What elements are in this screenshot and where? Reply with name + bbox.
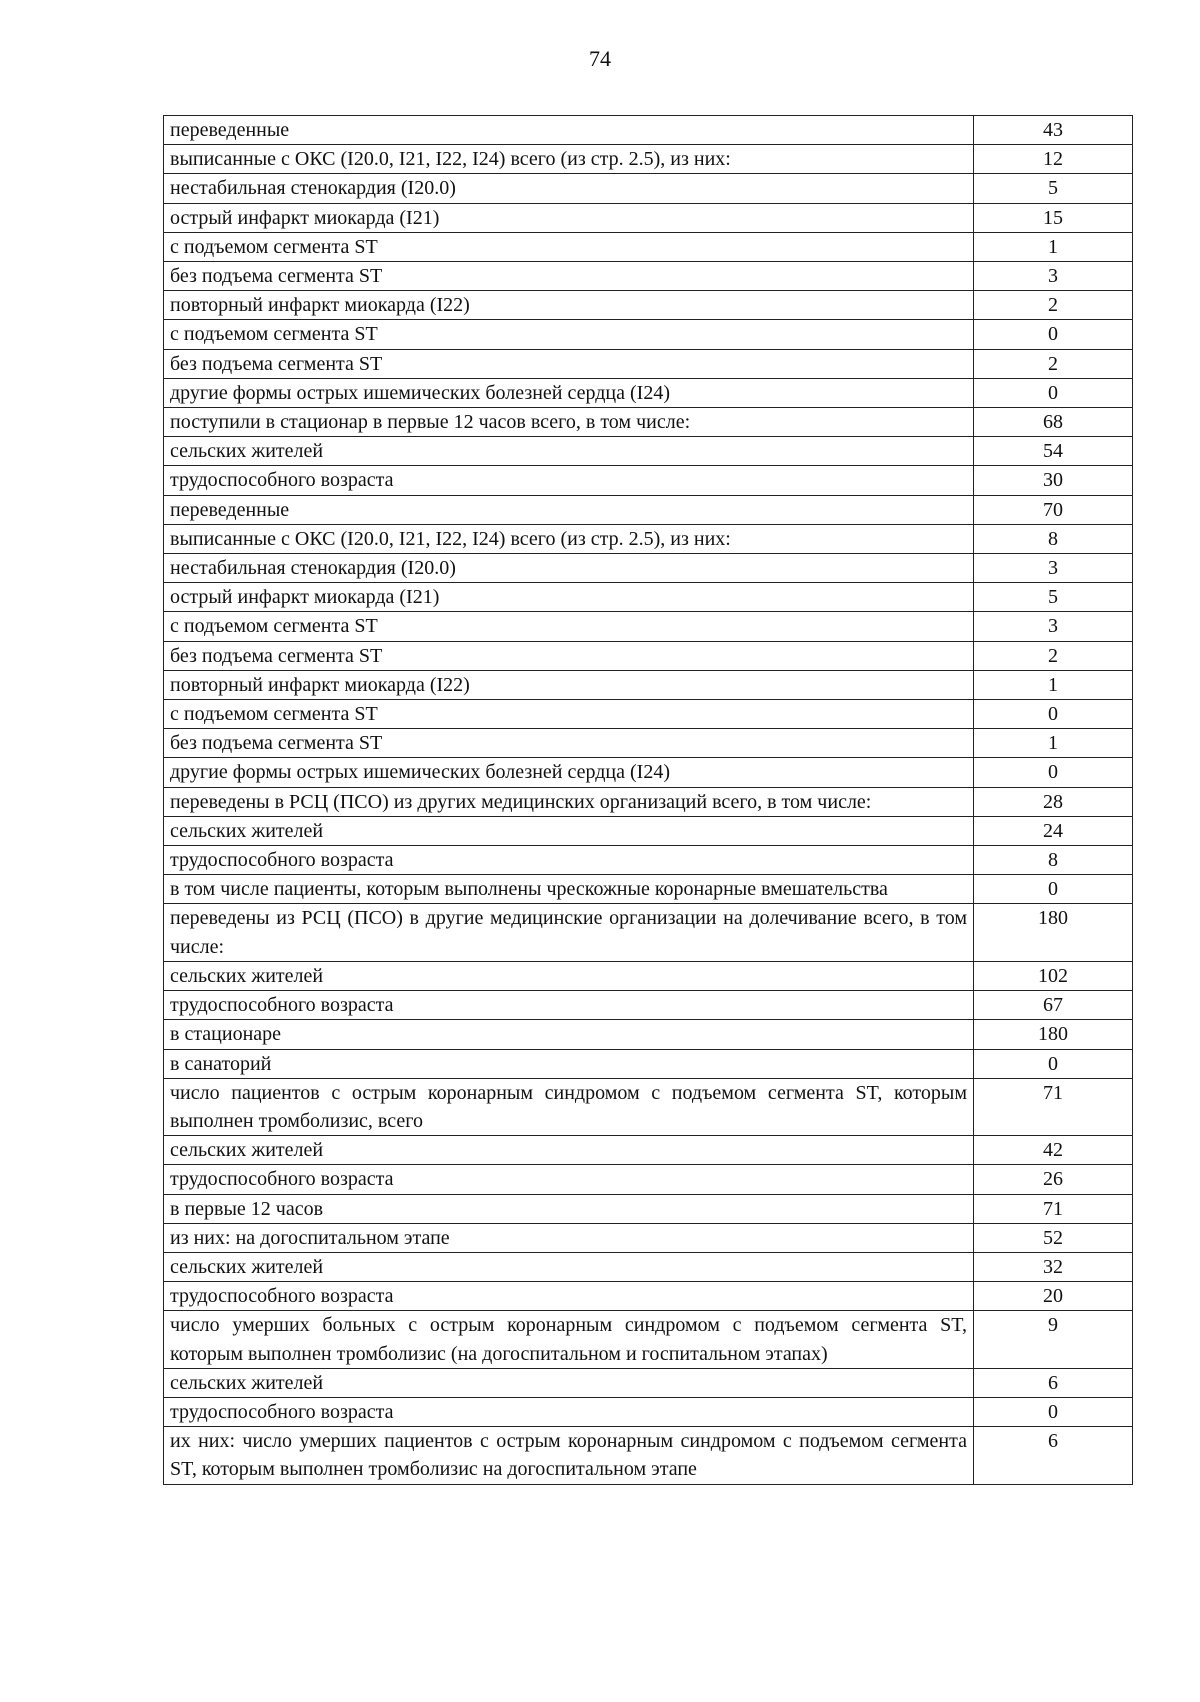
row-value: 3 — [974, 262, 1133, 291]
row-label: число умерших больных с острым коронарным синдромом с подъемом сегмента ST, которым выполнен тромболизис (на догоспитальном и госпитальном этапах) — [164, 1311, 974, 1368]
row-value: 6 — [974, 1427, 1133, 1484]
table-row — [164, 1311, 1133, 1368]
table-row — [164, 262, 1133, 291]
row-value: 70 — [974, 495, 1133, 524]
row-value: 180 — [974, 904, 1133, 961]
table-row — [164, 875, 1133, 904]
table-row — [164, 612, 1133, 641]
row-value: 5 — [974, 174, 1133, 203]
table-row — [164, 641, 1133, 670]
row-value: 32 — [974, 1252, 1133, 1281]
table-row — [164, 291, 1133, 320]
row-label: повторный инфаркт миокарда (I22) — [164, 670, 974, 699]
row-label: нестабильная стенокардия (I20.0) — [164, 554, 974, 583]
table-row — [164, 700, 1133, 729]
table-row — [164, 991, 1133, 1020]
row-value: 5 — [974, 583, 1133, 612]
table-row — [164, 846, 1133, 875]
table-row — [164, 1049, 1133, 1078]
row-label: переведены в РСЦ (ПСО) из других медицинских организаций всего, в том числе: — [164, 787, 974, 816]
table-row — [164, 961, 1133, 990]
table-row — [164, 1078, 1133, 1135]
row-label: сельских жителей — [164, 437, 974, 466]
table-row — [164, 466, 1133, 495]
row-label: трудоспособного возраста — [164, 1282, 974, 1311]
table-row — [164, 232, 1133, 261]
row-label: сельских жителей — [164, 1252, 974, 1281]
row-label: трудоспособного возраста — [164, 1397, 974, 1426]
row-label: трудоспособного возраста — [164, 846, 974, 875]
table-row — [164, 583, 1133, 612]
table-row — [164, 1136, 1133, 1165]
row-label: с подъемом сегмента ST — [164, 320, 974, 349]
row-label: нестабильная стенокардия (I20.0) — [164, 174, 974, 203]
row-value: 102 — [974, 961, 1133, 990]
row-label: без подъема сегмента ST — [164, 349, 974, 378]
row-value: 54 — [974, 437, 1133, 466]
row-value: 2 — [974, 641, 1133, 670]
row-value: 0 — [974, 1049, 1133, 1078]
row-value: 52 — [974, 1223, 1133, 1252]
row-value: 1 — [974, 232, 1133, 261]
row-value: 1 — [974, 670, 1133, 699]
row-value: 20 — [974, 1282, 1133, 1311]
table-row — [164, 1223, 1133, 1252]
row-value: 3 — [974, 554, 1133, 583]
table-row — [164, 1282, 1133, 1311]
row-value: 8 — [974, 846, 1133, 875]
table-row — [164, 904, 1133, 961]
row-value: 0 — [974, 758, 1133, 787]
statistics-table — [163, 115, 1133, 1485]
table-row — [164, 408, 1133, 437]
table-row — [164, 1194, 1133, 1223]
row-label: другие формы острых ишемических болезней сердца (I24) — [164, 378, 974, 407]
table-body — [164, 116, 1133, 1485]
row-label: другие формы острых ишемических болезней сердца (I24) — [164, 758, 974, 787]
row-label: в том числе пациенты, которым выполнены чрескожные коронарные вмешательства — [164, 875, 974, 904]
row-value: 8 — [974, 524, 1133, 553]
table-row — [164, 1427, 1133, 1484]
row-value: 15 — [974, 203, 1133, 232]
table-row — [164, 437, 1133, 466]
row-value: 0 — [974, 700, 1133, 729]
row-value: 30 — [974, 466, 1133, 495]
row-label: острый инфаркт миокарда (I21) — [164, 583, 974, 612]
row-value: 2 — [974, 291, 1133, 320]
row-label: переведенные — [164, 116, 974, 145]
row-label: трудоспособного возраста — [164, 991, 974, 1020]
table-row — [164, 1368, 1133, 1397]
row-value: 0 — [974, 1397, 1133, 1426]
row-value: 67 — [974, 991, 1133, 1020]
row-label: сельских жителей — [164, 816, 974, 845]
row-value: 42 — [974, 1136, 1133, 1165]
row-value: 71 — [974, 1078, 1133, 1135]
table-row — [164, 1252, 1133, 1281]
table-row — [164, 320, 1133, 349]
row-label: трудоспособного возраста — [164, 466, 974, 495]
row-label: с подъемом сегмента ST — [164, 612, 974, 641]
row-value: 0 — [974, 320, 1133, 349]
row-label: в стационаре — [164, 1020, 974, 1049]
table-row — [164, 670, 1133, 699]
row-value: 0 — [974, 378, 1133, 407]
row-value: 26 — [974, 1165, 1133, 1194]
row-value: 71 — [974, 1194, 1133, 1223]
table-row — [164, 787, 1133, 816]
row-value: 2 — [974, 349, 1133, 378]
row-label: сельских жителей — [164, 961, 974, 990]
row-label: без подъема сегмента ST — [164, 729, 974, 758]
table-row — [164, 116, 1133, 145]
row-label: сельских жителей — [164, 1368, 974, 1397]
row-label: в первые 12 часов — [164, 1194, 974, 1223]
row-value: 24 — [974, 816, 1133, 845]
row-label: число пациентов с острым коронарным синдромом с подъемом сегмента ST, которым выполнен тромболизис, всего — [164, 1078, 974, 1135]
table-row — [164, 524, 1133, 553]
row-label: переведенные — [164, 495, 974, 524]
row-label: трудоспособного возраста — [164, 1165, 974, 1194]
row-label: их них: число умерших пациентов с острым коронарным синдромом с подъемом сегмента ST, которым выполнен тромболизис на догоспитальном этапе — [164, 1427, 974, 1484]
row-label: с подъемом сегмента ST — [164, 700, 974, 729]
row-value: 3 — [974, 612, 1133, 641]
row-label: поступили в стационар в первые 12 часов всего, в том числе: — [164, 408, 974, 437]
table-row — [164, 758, 1133, 787]
row-value: 12 — [974, 145, 1133, 174]
row-label: выписанные с ОКС (I20.0, I21, I22, I24) всего (из стр. 2.5), из них: — [164, 524, 974, 553]
row-label: в санаторий — [164, 1049, 974, 1078]
row-value: 180 — [974, 1020, 1133, 1049]
table-row — [164, 203, 1133, 232]
table-row — [164, 554, 1133, 583]
row-label: с подъемом сегмента ST — [164, 232, 974, 261]
table-row — [164, 349, 1133, 378]
table-row — [164, 816, 1133, 845]
table-row — [164, 729, 1133, 758]
row-value: 28 — [974, 787, 1133, 816]
row-label: без подъема сегмента ST — [164, 641, 974, 670]
row-value: 9 — [974, 1311, 1133, 1368]
row-label: повторный инфаркт миокарда (I22) — [164, 291, 974, 320]
row-value: 1 — [974, 729, 1133, 758]
row-value: 68 — [974, 408, 1133, 437]
row-label: из них: на догоспитальном этапе — [164, 1223, 974, 1252]
table-row — [164, 378, 1133, 407]
row-value: 0 — [974, 875, 1133, 904]
table-row — [164, 145, 1133, 174]
page-number: 74 — [589, 46, 611, 71]
table-row — [164, 174, 1133, 203]
row-label: переведены из РСЦ (ПСО) в другие медицинские организации на долечивание всего, в том числе: — [164, 904, 974, 961]
row-label: без подъема сегмента ST — [164, 262, 974, 291]
row-value: 43 — [974, 116, 1133, 145]
row-label: острый инфаркт миокарда (I21) — [164, 203, 974, 232]
row-value: 6 — [974, 1368, 1133, 1397]
row-label: выписанные с ОКС (I20.0, I21, I22, I24) всего (из стр. 2.5), из них: — [164, 145, 974, 174]
table-row — [164, 495, 1133, 524]
table-row — [164, 1397, 1133, 1426]
table-row — [164, 1165, 1133, 1194]
table-row — [164, 1020, 1133, 1049]
row-label: сельских жителей — [164, 1136, 974, 1165]
